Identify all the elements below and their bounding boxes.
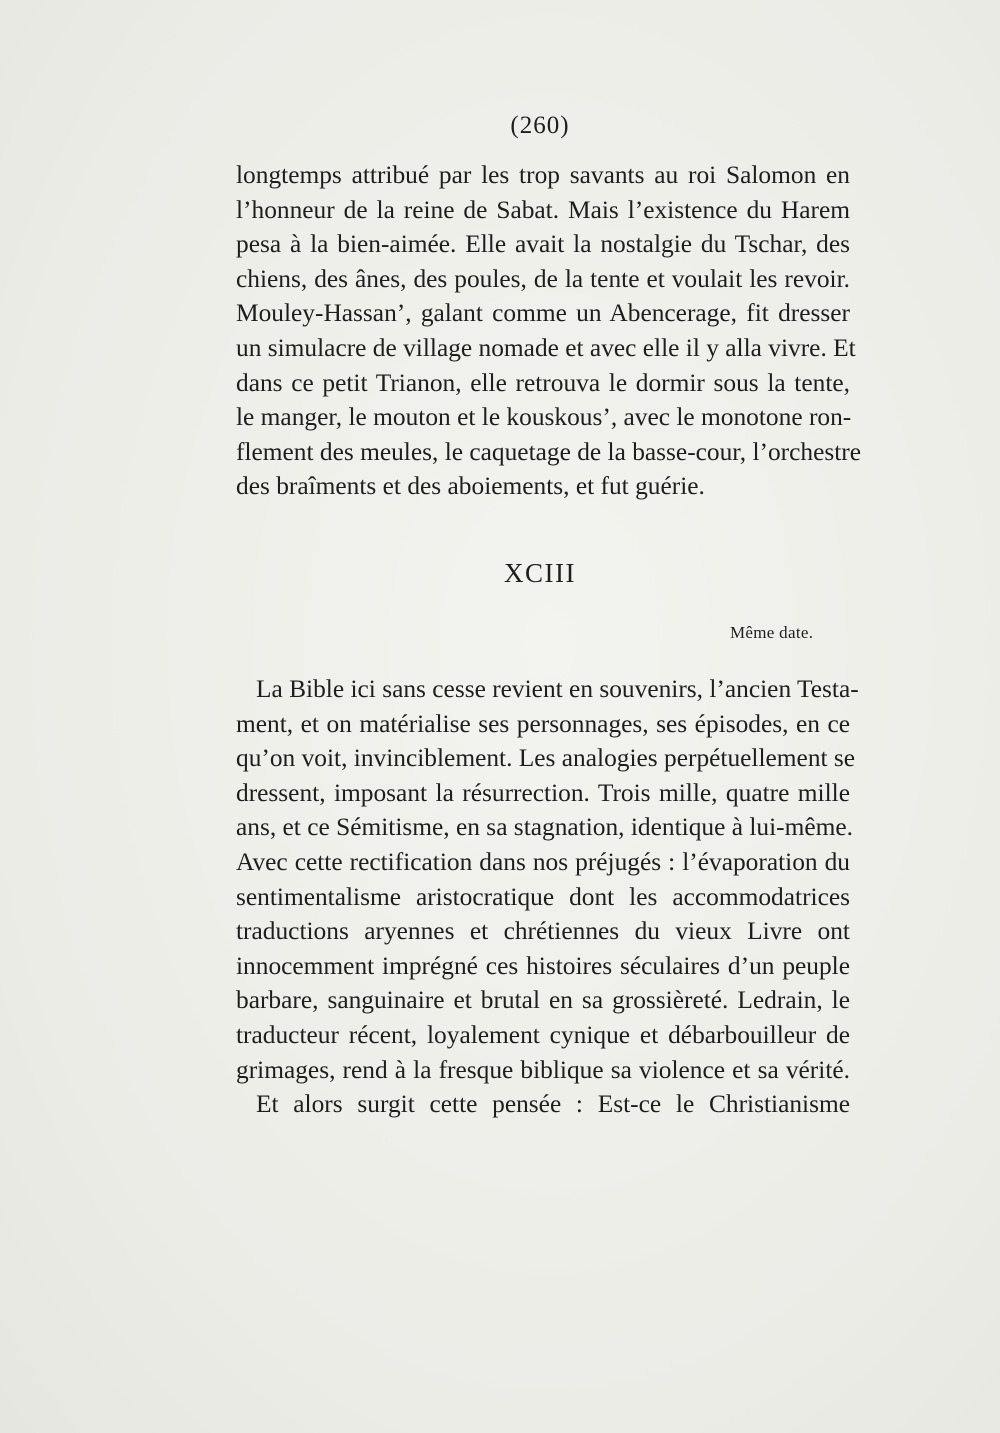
text-line: l’honneur de la reine de Sabat. Mais l’existence du Harem [236, 195, 850, 224]
text-line: dans ce petit Trianon, elle retrouva le dormir sous la tente, [236, 368, 850, 397]
text-line: grimages, rend à la fresque biblique sa violence et sa vérité. [236, 1055, 850, 1084]
text-line: Avec cette rectification dans nos préjugés : l’évaporation du [236, 847, 850, 876]
text-line: pesa à la bien-aimée. Elle avait la nostalgie du Tschar, des [236, 230, 850, 259]
dateline: Même date. [730, 623, 814, 642]
paragraph-continuation [236, 158, 861, 504]
text-line: traducteur récent, loyalement cynique et débarbouilleur de [236, 1020, 850, 1049]
section-title: XCIII [504, 558, 576, 588]
text-line: longtemps attribué par les trop savants au roi Salomon en [236, 161, 850, 189]
text-line: chiens, des ânes, des poules, de la tente et voulait les revoir. [236, 264, 850, 293]
text-line: traductions aryennes et chrétiennes du vieux Livre ont [236, 917, 850, 946]
text-line: qu’on voit, invinciblement. Les analogies perpétuellement se [236, 744, 856, 773]
text-line: Et alors surgit cette pensée : Est-ce le Christianisme [256, 1090, 850, 1119]
text-line: des braîments et des aboiements, et fut guérie. [236, 472, 705, 501]
text-line: innocemment imprégné ces histoires séculaires d’un peuple [236, 951, 850, 980]
text-line: ment, et on matérialise ses personnages, ses épisodes, en ce [236, 709, 850, 738]
text-line: le manger, le mouton et le kouskous’, avec le monotone ron- [236, 403, 852, 432]
page-number: (260) [510, 112, 570, 139]
text-line: un simulacre de village nomade et avec elle il y alla vivre. Et [236, 333, 856, 362]
text-line: dressent, imposant la résurrection. Trois mille, quatre mille [236, 778, 850, 807]
paragraph-bible [236, 672, 859, 1122]
text-line: sentimentalisme aristocratique dont les accommodatrices [236, 882, 850, 911]
text-line: La Bible ici sans cesse revient en souvenirs, l’ancien Testa- [256, 675, 859, 703]
text-line: Mouley-Hassan’, galant comme un Abencerage, fit dresser [236, 299, 850, 328]
text-line: barbare, sanguinaire et brutal en sa grossièreté. Ledrain, le [236, 986, 850, 1015]
text-line: ans, et ce Sémitisme, en sa stagnation, identique à lui-même. [236, 813, 853, 842]
text-line: flement des meules, le caquetage de la basse-cour, l’orchestre [236, 437, 861, 466]
